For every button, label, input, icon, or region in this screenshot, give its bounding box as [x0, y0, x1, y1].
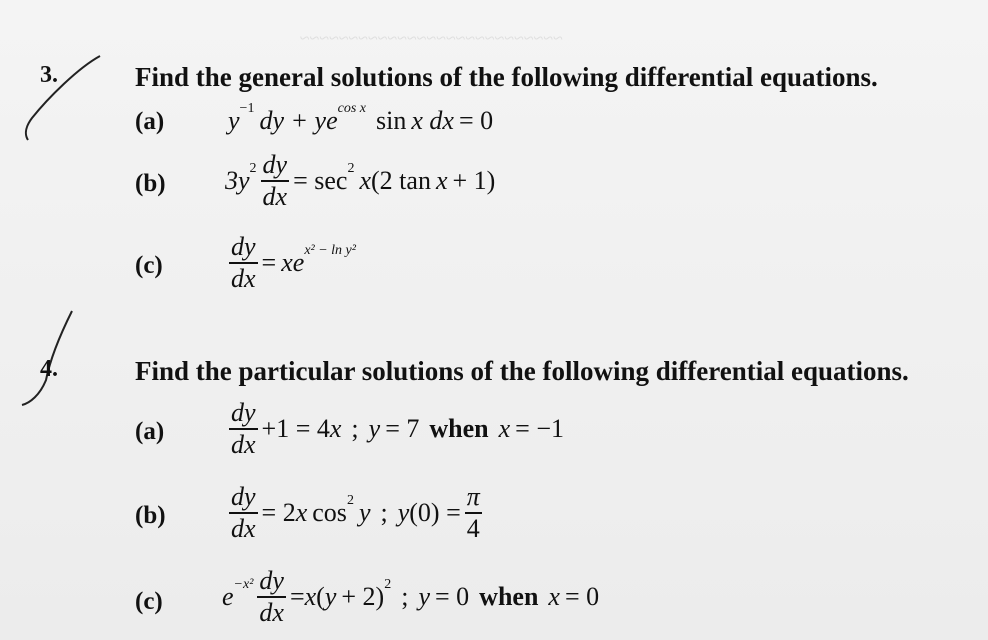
- q4c-term: when: [479, 581, 539, 611]
- question-3-title: Find the general solutions of the following differential equations.: [135, 62, 878, 92]
- q4c-term: ;: [401, 581, 409, 611]
- q4b-term: = 2: [261, 497, 296, 527]
- q3b-derivative: $\frac{dy}{dx}$: [262, 150, 288, 211]
- q4a-term: +1 = 4: [261, 413, 330, 443]
- q3a-term: = 0: [458, 106, 494, 135]
- q4c-term: y: [418, 581, 430, 611]
- q3a-term: dy + ye: [259, 106, 338, 135]
- q3b-term: x: [435, 165, 448, 195]
- q4b-label: (b): [135, 502, 166, 529]
- q4a-term: ;: [351, 413, 359, 443]
- q4c-term: x: [304, 581, 317, 611]
- q4b-term: x: [295, 497, 308, 527]
- q3b-term: (2 tan: [371, 165, 431, 195]
- q3a-exponent: cos x: [337, 101, 367, 116]
- q4b-pi-over-four: $\frac{\pi}{4}$: [466, 482, 480, 543]
- q4c-term: =: [289, 581, 305, 611]
- q4c-term: (: [316, 581, 325, 611]
- q4a-derivative: $\frac{dy}{dx}$: [231, 398, 256, 459]
- q3b-term: 3y: [225, 165, 250, 195]
- q3b-term: x: [359, 165, 372, 195]
- q3c-equation: [225, 232, 356, 294]
- q3b-exponent: 2: [249, 160, 257, 176]
- q3a-exponent: −1: [239, 101, 255, 116]
- q4a-term: = −1: [515, 413, 564, 443]
- q3a-term: sin: [376, 106, 407, 135]
- q4c-term: x: [548, 581, 560, 611]
- q4c-term: = 0: [564, 581, 600, 611]
- handwritten-tick-mark: [18, 48, 108, 148]
- q4b-term: (0) =: [409, 497, 461, 527]
- q3b-label: (b): [135, 170, 166, 197]
- q3b-exponent: 2: [347, 160, 355, 176]
- q4b-term: y: [358, 497, 371, 527]
- q4b-term: ;: [380, 497, 388, 527]
- q4b-term: y: [397, 497, 410, 527]
- q4a-label: (a): [135, 418, 165, 445]
- q3c-term: =: [261, 247, 277, 277]
- q4b-exponent: 2: [346, 492, 354, 508]
- q3a-equation: [228, 101, 494, 136]
- q4a-term: when: [429, 413, 489, 443]
- q4a-term: = 7: [385, 413, 420, 443]
- q4a-equation: [225, 398, 564, 460]
- q3a-label: (a): [135, 108, 165, 135]
- q3c-term: xe: [281, 247, 305, 277]
- q3c-label: (c): [135, 252, 163, 279]
- q4c-term: = 0: [435, 581, 470, 611]
- q3a-term: y: [228, 106, 240, 135]
- q4c-derivative: $\frac{dy}{dx}$: [259, 566, 284, 627]
- q3b-equation: [225, 150, 495, 212]
- q4b-equation: [225, 482, 486, 544]
- q4c-exponent: −x²: [233, 576, 254, 592]
- q4a-term: y: [368, 413, 381, 443]
- q4c-term: + 2): [341, 581, 385, 611]
- q4a-term: x: [329, 413, 342, 443]
- q4c-exponent: 2: [384, 576, 392, 592]
- q4c-label: (c): [135, 588, 163, 615]
- question-4-title: Find the particular solutions of the following differential equations.: [135, 356, 909, 386]
- question-4-number: 4.: [40, 356, 58, 382]
- q4b-term: cos: [312, 497, 347, 527]
- q3a-term: x dx: [411, 106, 454, 135]
- q4c-equation: [222, 566, 599, 628]
- q3b-term: + 1): [452, 165, 496, 195]
- q4a-term: x: [498, 413, 511, 443]
- q4b-derivative: $\frac{dy}{dx}$: [231, 482, 256, 543]
- q3b-term: = sec: [293, 165, 348, 195]
- q3c-derivative: $\frac{dy}{dx}$: [231, 232, 256, 293]
- q4c-term: y: [324, 581, 337, 611]
- show-through-text: ~~~~~~~~~~~~~~~~~~~~~~~~~~~: [300, 28, 563, 48]
- q4c-term: e: [222, 581, 234, 611]
- question-3-number: 3.: [40, 62, 58, 88]
- q3c-exponent: x² − ln y²: [304, 242, 356, 258]
